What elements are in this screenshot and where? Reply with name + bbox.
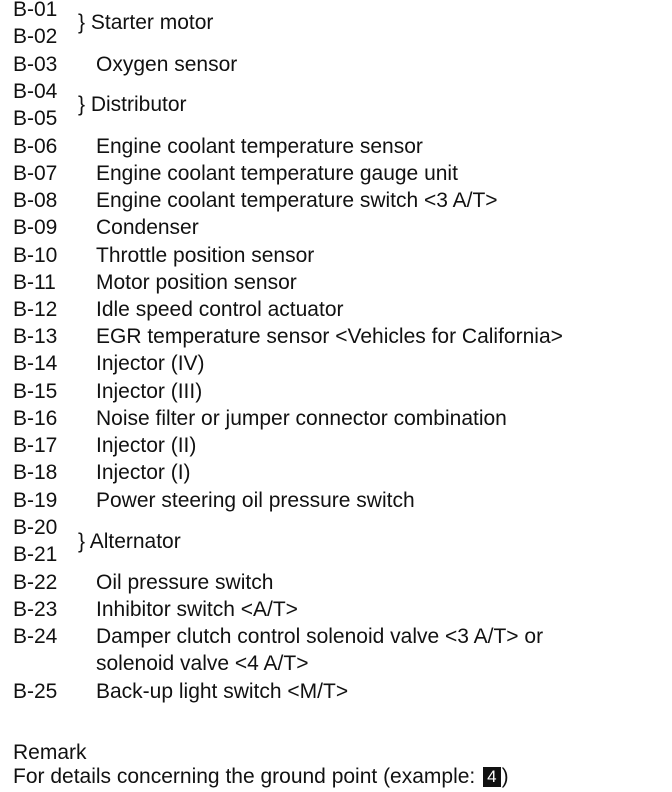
code-b03: B-03 (13, 53, 58, 76)
code-b20: B-20 (13, 516, 58, 539)
desc-b13: EGR temperature sensor <Vehicles for California> (96, 325, 563, 348)
desc-b16: Noise filter or jumper connector combination (96, 407, 507, 430)
code-b17: B-17 (13, 434, 58, 457)
code-b14: B-14 (13, 352, 58, 375)
code-b02: B-02 (13, 25, 58, 48)
code-b09: B-09 (13, 216, 58, 239)
desc-b19: Power steering oil pressure switch (96, 489, 415, 512)
remark-text: For details concerning the ground point (example: (13, 765, 476, 788)
desc-b12: Idle speed control actuator (96, 298, 344, 321)
desc-b17: Injector (II) (96, 434, 197, 457)
desc-b10: Throttle position sensor (96, 244, 315, 267)
code-b16: B-16 (13, 407, 58, 430)
desc-b06: Engine coolant temperature sensor (96, 135, 423, 158)
code-b10: B-10 (13, 244, 58, 267)
desc-b09: Condenser (96, 216, 199, 239)
code-b24: B-24 (13, 625, 58, 648)
group-starter-motor: } Starter motor (78, 11, 214, 34)
group-alternator: } Alternator (78, 530, 181, 553)
desc-b07: Engine coolant temperature gauge unit (96, 162, 458, 185)
desc-b14: Injector (IV) (96, 352, 205, 375)
code-b25: B-25 (13, 680, 58, 703)
remark-line (13, 765, 509, 789)
code-b21: B-21 (13, 543, 58, 566)
desc-b24-line2: solenoid valve <4 A/T> (96, 652, 309, 675)
code-b13: B-13 (13, 325, 58, 348)
group-distributor: } Distributor (78, 93, 187, 116)
desc-b25: Back-up light switch <M/T> (96, 680, 349, 703)
code-b06: B-06 (13, 135, 58, 158)
ground-point-badge: 4 (483, 767, 500, 787)
code-b23: B-23 (13, 598, 58, 621)
code-b05: B-05 (13, 107, 58, 130)
desc-b15: Injector (III) (96, 380, 203, 403)
code-b11: B-11 (13, 271, 56, 294)
code-b04: B-04 (13, 80, 58, 103)
code-b07: B-07 (13, 162, 58, 185)
code-b22: B-22 (13, 571, 58, 594)
desc-b18: Injector (I) (96, 461, 191, 484)
desc-b08: Engine coolant temperature switch <3 A/T> (96, 189, 498, 212)
code-b15: B-15 (13, 380, 58, 403)
desc-b24: Damper clutch control solenoid valve <3 A/T> or (96, 625, 544, 648)
desc-b22: Oil pressure switch (96, 571, 274, 594)
desc-b03: Oxygen sensor (96, 53, 238, 76)
desc-b11: Motor position sensor (96, 271, 297, 294)
remark-tail: ) (501, 765, 509, 788)
code-b18: B-18 (13, 461, 58, 484)
code-b19: B-19 (13, 489, 58, 512)
code-b08: B-08 (13, 189, 58, 212)
remark-title: Remark (13, 741, 87, 764)
desc-b23: Inhibitor switch <A/T> (96, 598, 298, 621)
code-b12: B-12 (13, 298, 58, 321)
code-b01: B-01 (13, 0, 58, 21)
